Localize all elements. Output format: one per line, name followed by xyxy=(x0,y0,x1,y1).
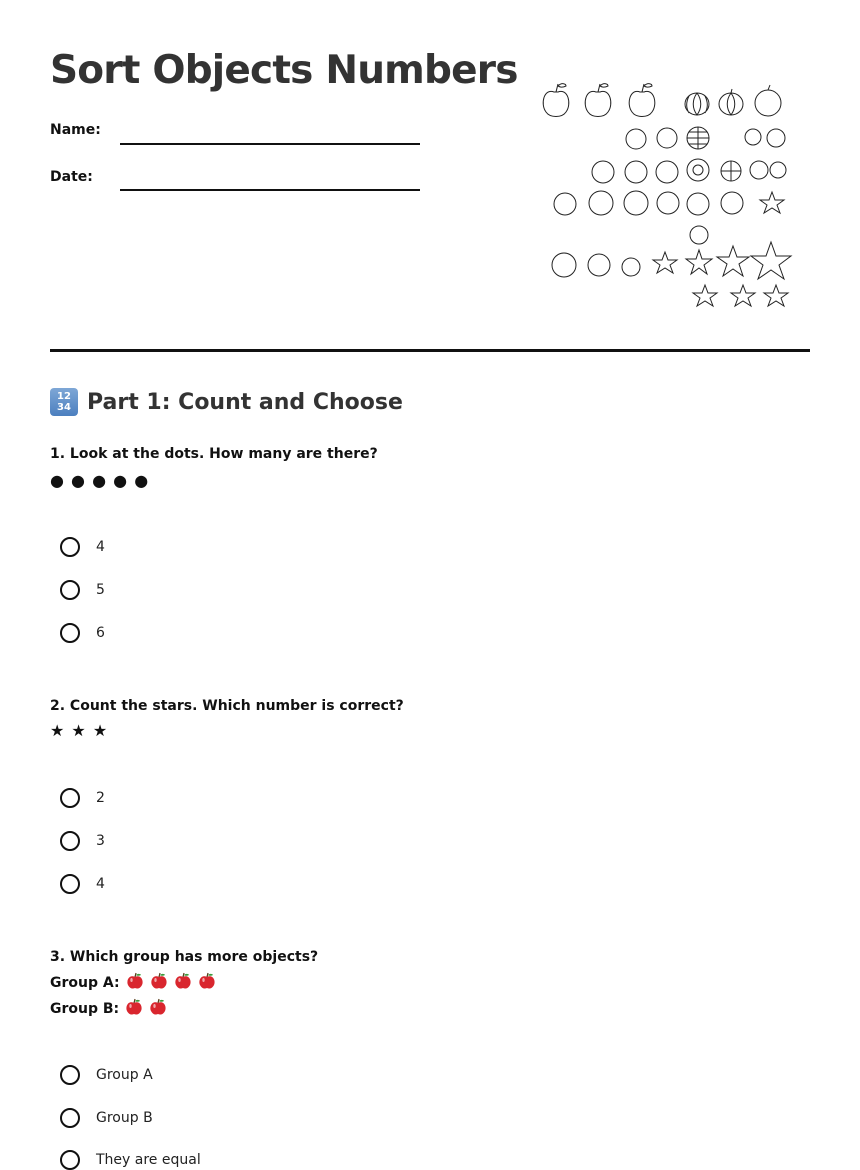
option-label: 2 xyxy=(96,790,105,806)
date-label: Date: xyxy=(50,169,93,185)
fruit-and-stars-clipart xyxy=(540,78,800,314)
option-label: Group B xyxy=(96,1110,153,1126)
section-heading xyxy=(50,388,403,416)
option-q3-c[interactable] xyxy=(60,1150,201,1170)
apple-icon xyxy=(198,972,216,990)
apple-icon xyxy=(150,972,168,990)
worksheet-title: Sort Objects Numbers xyxy=(50,48,518,93)
radio-button[interactable] xyxy=(60,623,80,643)
option-q3-b[interactable] xyxy=(60,1108,153,1128)
question-prompt: 1. Look at the dots. How many are there? xyxy=(50,446,378,462)
group-b-line xyxy=(50,998,167,1020)
apple-icon xyxy=(125,998,143,1016)
apple-icon xyxy=(629,84,655,117)
option-q2-c[interactable] xyxy=(60,874,105,894)
option-q1-b[interactable] xyxy=(60,580,105,600)
apple-icon xyxy=(585,84,611,117)
apple-icon xyxy=(149,998,167,1016)
section-heading-text: Part 1: Count and Choose xyxy=(87,389,403,415)
option-q3-a[interactable] xyxy=(60,1065,153,1085)
option-label: 6 xyxy=(96,625,105,641)
apple-icon xyxy=(543,84,569,117)
radio-button[interactable] xyxy=(60,831,80,851)
option-label: 4 xyxy=(96,539,105,555)
question-prompt: 3. Which group has more objects? xyxy=(50,949,319,965)
group-b-label: Group B: xyxy=(50,1001,120,1017)
group-a-label: Group A: xyxy=(50,975,120,991)
radio-button[interactable] xyxy=(60,874,80,894)
pumpkin-icon xyxy=(685,93,709,115)
radio-button[interactable] xyxy=(60,580,80,600)
radio-button[interactable] xyxy=(60,1150,80,1170)
pumpkin-icon xyxy=(719,89,743,115)
option-label: Group A xyxy=(96,1067,153,1083)
group-b-apples xyxy=(119,998,167,1020)
name-field[interactable] xyxy=(120,143,420,145)
option-label: 3 xyxy=(96,833,105,849)
option-q1-c[interactable] xyxy=(60,623,105,643)
globe-icon xyxy=(687,127,709,149)
option-label: 5 xyxy=(96,582,105,598)
option-label: 4 xyxy=(96,876,105,892)
date-field[interactable] xyxy=(120,189,420,191)
apple-icon xyxy=(755,85,781,116)
option-q1-a[interactable] xyxy=(60,537,105,557)
apple-icon xyxy=(174,972,192,990)
apple-icon xyxy=(126,972,144,990)
option-q2-b[interactable] xyxy=(60,831,105,851)
group-a-apples xyxy=(120,972,216,994)
option-label: They are equal xyxy=(96,1152,201,1168)
input-numbers-icon: 12 34 xyxy=(50,388,78,416)
radio-button[interactable] xyxy=(60,537,80,557)
radio-button[interactable] xyxy=(60,788,80,808)
stars-display: ★ ★ ★ xyxy=(50,721,109,740)
radio-button[interactable] xyxy=(60,1108,80,1128)
radio-button[interactable] xyxy=(60,1065,80,1085)
option-q2-a[interactable] xyxy=(60,788,105,808)
group-a-line xyxy=(50,972,216,994)
name-label: Name: xyxy=(50,122,101,138)
divider xyxy=(50,349,810,352)
question-prompt: 2. Count the stars. Which number is correct? xyxy=(50,698,404,714)
dots-display: ● ● ● ● ● xyxy=(50,471,150,490)
